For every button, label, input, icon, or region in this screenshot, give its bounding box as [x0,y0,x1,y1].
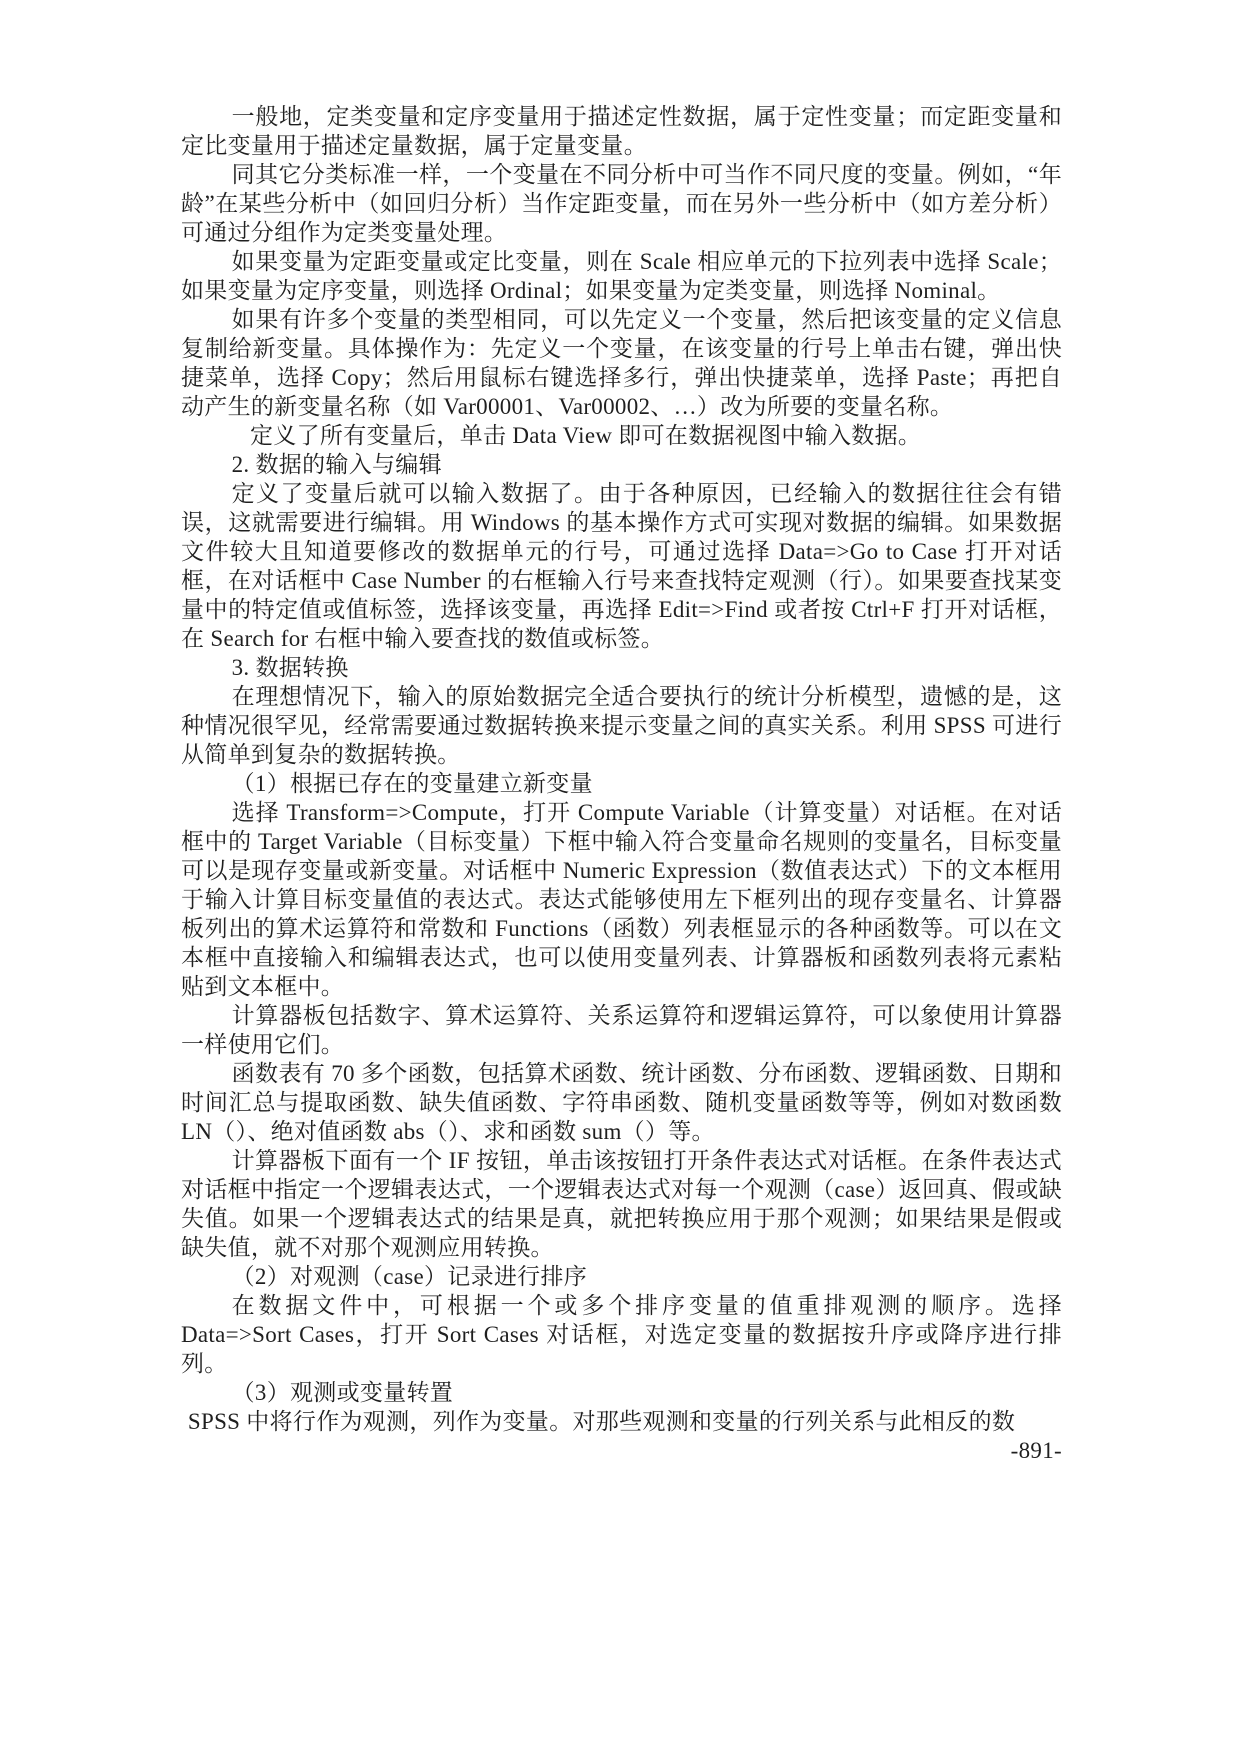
paragraph: SPSS 中将行作为观测，列作为变量。对那些观测和变量的行列关系与此相反的数 [187,1409,1016,1434]
document-text-block [181,102,1062,1465]
paragraph: 如果变量为定距变量或定比变量，则在 Scale 相应单元的下拉列表中选择 Scale；如果变量为定序变量，则选择 Ordinal；如果变量为定类变量，则选择 Nominal。 [181,249,1062,303]
paragraph: 如果有许多个变量的类型相同，可以先定义一个变量，然后把该变量的定义信息复制给新变量。具体操作为：先定义一个变量，在该变量的行号上单击右键，弹出快捷菜单，选择 Copy；然后用鼠标右键选择多行，弹出快捷菜单，选择 Paste；再把自动产生的新变量名称（如 Var00001、Var00002、…）改为所要的变量名称。 [181,307,1062,419]
paragraph: 在数据文件中，可根据一个或多个排序变量的值重排观测的顺序。选择 Data=>Sort Cases，打开 Sort Cases 对话框，对选定变量的数据按升序或降序进行排列。 [181,1293,1062,1376]
paragraph: 计算器板下面有一个 IF 按钮，单击该按钮打开条件表达式对话框。在条件表达式对话框中指定一个逻辑表达式，一个逻辑表达式对每一个观测（case）返回真、假或缺失值。如果一个逻辑表达式的结果是真，就把转换应用于那个观测；如果结果是假或缺失值，就不对那个观测应用转换。 [181,1148,1062,1260]
section-heading-data-input-edit: 2. 数据的输入与编辑 [231,452,442,477]
paragraph: 函数表有 70 多个函数，包括算术函数、统计函数、分布函数、逻辑函数、日期和时间汇总与提取函数、缺失值函数、字符串函数、随机变量函数等等，例如对数函数 LN（）、绝对值函数 abs（）、求和函数 sum（）等。 [181,1061,1062,1144]
paragraph: 定义了所有变量后，单击 Data View 即可在数据视图中输入数据。 [250,423,922,448]
paragraph: 一般地，定类变量和定序变量用于描述定性数据，属于定性变量；而定距变量和定比变量用于描述定量数据，属于定量变量。 [181,104,1062,158]
subsection-heading-new-variable: （1）根据已存在的变量建立新变量 [231,771,593,796]
page-number: -891- [1010,1438,1062,1463]
paragraph: 在理想情况下，输入的原始数据完全适合要执行的统计分析模型，遗憾的是，这种情况很罕见，经常需要通过数据转换来提示变量之间的真实关系。利用 SPSS 可进行从简单到复杂的数据转换。 [181,684,1062,767]
paragraph: 计算器板包括数字、算术运算符、关系运算符和逻辑运算符，可以象使用计算器一样使用它们。 [181,1003,1062,1057]
paragraph: 选择 Transform=>Compute，打开 Compute Variable（计算变量）对话框。在对话框中的 Target Variable（目标变量）下框中输入符合变量命名规则的变量名，目标变量可以是现存变量或新变量。对话框中 Numeric Expression（数值表达式）下的文本框用于输入计算目标变量值的表达式。表达式能够使用左下框列出的现存变量名、计算器板列出的算术运算符和常数和 Functions（函数）列表框显示的各种函数等。可以在文本框中直接输入和编辑表达式，也可以使用变量列表、计算器板和函数列表将元素粘贴到文本框中。 [181,800,1062,999]
subsection-heading-transpose: （3）观测或变量转置 [231,1380,454,1405]
subsection-heading-sort-cases: （2）对观测（case）记录进行排序 [231,1264,588,1289]
paragraph: 定义了变量后就可以输入数据了。由于各种原因，已经输入的数据往往会有错误，这就需要进行编辑。用 Windows 的基本操作方式可实现对数据的编辑。如果数据文件较大且知道要修改的数据单元的行号，可通过选择 Data=>Go to Case 打开对话框，在对话框中 Case Number 的右框输入行号来查找特定观测（行）。如果要查找某变量中的特定值或值标签，选择该变量，再选择 Edit=>Find 或者按 Ctrl+F 打开对话框，在 Search for 右框中输入要查找的数值或标签。 [181,481,1062,651]
section-heading-data-transform: 3. 数据转换 [231,655,349,680]
paragraph: 同其它分类标准一样，一个变量在不同分析中可当作不同尺度的变量。例如，“年龄”在某些分析中（如回归分析）当作定距变量，而在另外一些分析中（如方差分析）可通过分组作为定类变量处理。 [181,162,1062,245]
